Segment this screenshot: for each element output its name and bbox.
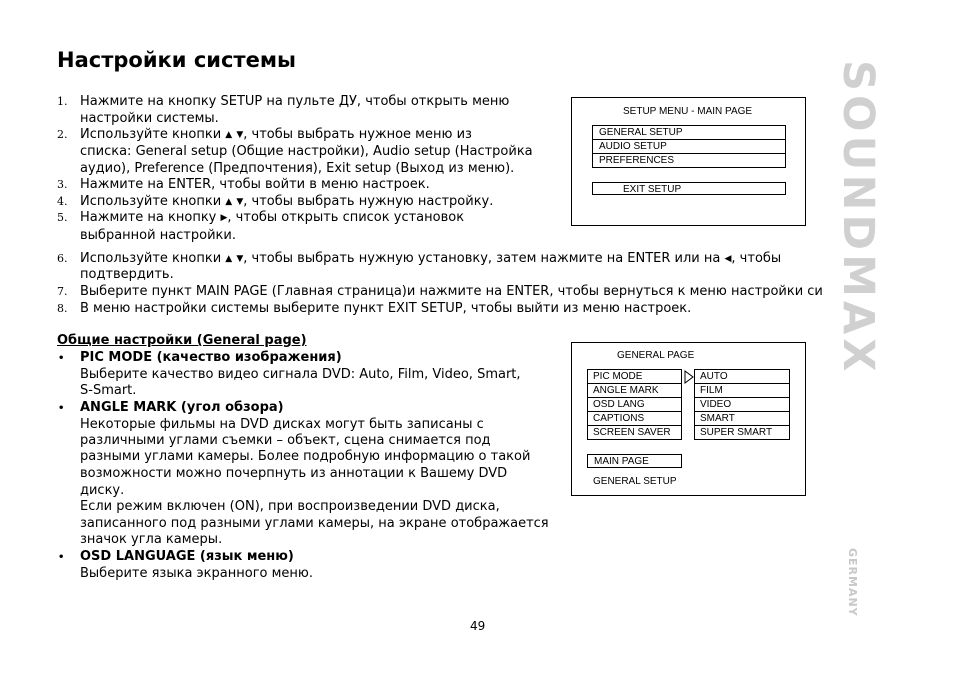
arrow-down-icon: ▼: [236, 130, 244, 140]
arrow-down-icon: ▼: [236, 197, 244, 207]
pic-mode-value[interactable]: SUPER SMART: [700, 427, 773, 438]
body-text: Если режим включен (ON), при воспроизведении DVD диска,: [80, 499, 500, 514]
setup-menu-list: [592, 125, 786, 168]
bullet-icon: •: [58, 552, 65, 563]
step-number: 1.: [57, 95, 68, 108]
osd-language-title: OSD LANGUAGE (язык меню): [80, 549, 294, 564]
step-text: настройки системы.: [80, 111, 219, 126]
general-page-footer: GENERAL SETUP: [593, 476, 677, 487]
arrow-up-icon: ▲: [225, 130, 233, 140]
step-text: выбранной настройки.: [80, 228, 236, 243]
pic-mode-value[interactable]: SMART: [695, 412, 789, 426]
step-number: 6.: [57, 252, 68, 265]
pic-mode-value[interactable]: AUTO: [695, 370, 789, 384]
step-text: В меню настройки системы выберите пункт EXIT SETUP, чтобы выйти из меню настроек.: [80, 301, 692, 316]
step-text: Нажмите на ENTER, чтобы войти в меню настроек.: [80, 177, 430, 192]
step-number: 5.: [57, 211, 68, 224]
page-number: 49: [470, 619, 486, 633]
pic-mode-title: PIC MODE (качество изображения): [80, 350, 342, 365]
body-text: диску.: [80, 483, 125, 498]
body-text: Выберите языка экранного меню.: [80, 566, 314, 581]
brand-subtitle: GERMANY: [846, 548, 859, 617]
general-option[interactable]: PIC MODE: [588, 370, 681, 384]
step-text: Нажмите на кнопку SETUP на пульте ДУ, чтобы открыть меню: [80, 94, 510, 109]
step-text: Нажмите на кнопку ▶, чтобы открыть список установок: [80, 210, 465, 225]
body-text: Некоторые фильмы на DVD дисках могут быть записаны с: [80, 417, 484, 432]
bullet-icon: •: [58, 353, 65, 364]
page-title: Настройки системы: [57, 48, 296, 72]
setup-menu-item[interactable]: PREFERENCES: [599, 155, 675, 166]
step-number: 4.: [57, 195, 68, 208]
arrow-down-icon: ▼: [236, 254, 244, 264]
step-text: аудио), Preference (Предпочтения), Exit setup (Выход из меню).: [80, 161, 515, 176]
brand-name: SOUNDMAX: [833, 60, 883, 376]
general-option[interactable]: SCREEN SAVER: [593, 427, 671, 438]
general-option[interactable]: ANGLE MARK: [588, 384, 681, 398]
setup-menu-item[interactable]: GENERAL SETUP: [593, 126, 785, 140]
selection-arrow-icon: [684, 370, 694, 384]
body-text: S-Smart.: [80, 383, 137, 398]
arrow-left-icon: ◀: [724, 254, 732, 264]
pic-mode-value[interactable]: VIDEO: [695, 398, 789, 412]
general-options-list: [587, 369, 682, 440]
arrow-up-icon: ▲: [225, 254, 233, 264]
step-number: 8.: [57, 302, 68, 315]
brand-logo: [833, 60, 883, 540]
setup-menu-diagram: [571, 97, 806, 226]
arrow-right-icon: ▶: [220, 213, 228, 223]
pic-mode-value[interactable]: FILM: [695, 384, 789, 398]
body-text: разными углами камеры. Более подробную информацию о такой: [80, 449, 531, 464]
section-heading: Общие настройки (General page): [57, 333, 307, 348]
step-number: 7.: [57, 285, 68, 298]
angle-mark-title: ANGLE MARK (угол обзора): [80, 400, 284, 415]
step-number: 2.: [57, 128, 68, 141]
main-page-button[interactable]: MAIN PAGE: [587, 454, 682, 468]
body-text: возможности можно почерпнуть из аннотации к Вашему DVD: [80, 466, 508, 481]
setup-menu-header: SETUP MENU - MAIN PAGE: [623, 106, 753, 117]
arrow-up-icon: ▲: [225, 197, 233, 207]
general-page-header: GENERAL PAGE: [617, 350, 695, 361]
body-text: Выберите качество видео сигнала DVD: Auto, Film, Video, Smart,: [80, 367, 521, 382]
step-text: Выберите пункт MAIN PAGE (Главная страница)и нажмите на ENTER, чтобы вернуться к меню настройки си: [80, 284, 823, 299]
step-text: подтвердить.: [80, 267, 174, 282]
step-text: Используйте кнопки ▲ ▼, чтобы выбрать нужную настройку.: [80, 194, 494, 209]
step-number: 3.: [57, 178, 68, 191]
body-text: значок угла камеры.: [80, 532, 223, 547]
general-page-diagram: [571, 342, 806, 496]
body-text: различными углами съемки – объект, сцена снимается под: [80, 433, 491, 448]
bullet-icon: •: [58, 403, 65, 414]
general-option[interactable]: OSD LANG: [588, 398, 681, 412]
general-option[interactable]: CAPTIONS: [588, 412, 681, 426]
pic-mode-values-list: [694, 369, 790, 440]
body-text: записанного под разными углами камеры, на экране отображается: [80, 516, 549, 531]
step-text: Используйте кнопки ▲ ▼, чтобы выбрать нужное меню из: [80, 127, 472, 142]
step-text: списка: General setup (Общие настройки), Audio setup (Настройка: [80, 144, 533, 159]
setup-menu-item[interactable]: AUDIO SETUP: [593, 140, 785, 154]
step-text: Используйте кнопки ▲ ▼, чтобы выбрать нужную установку, затем нажмите на ENTER или на ◀, чтобы: [80, 251, 782, 266]
exit-setup-button[interactable]: EXIT SETUP: [592, 182, 786, 195]
